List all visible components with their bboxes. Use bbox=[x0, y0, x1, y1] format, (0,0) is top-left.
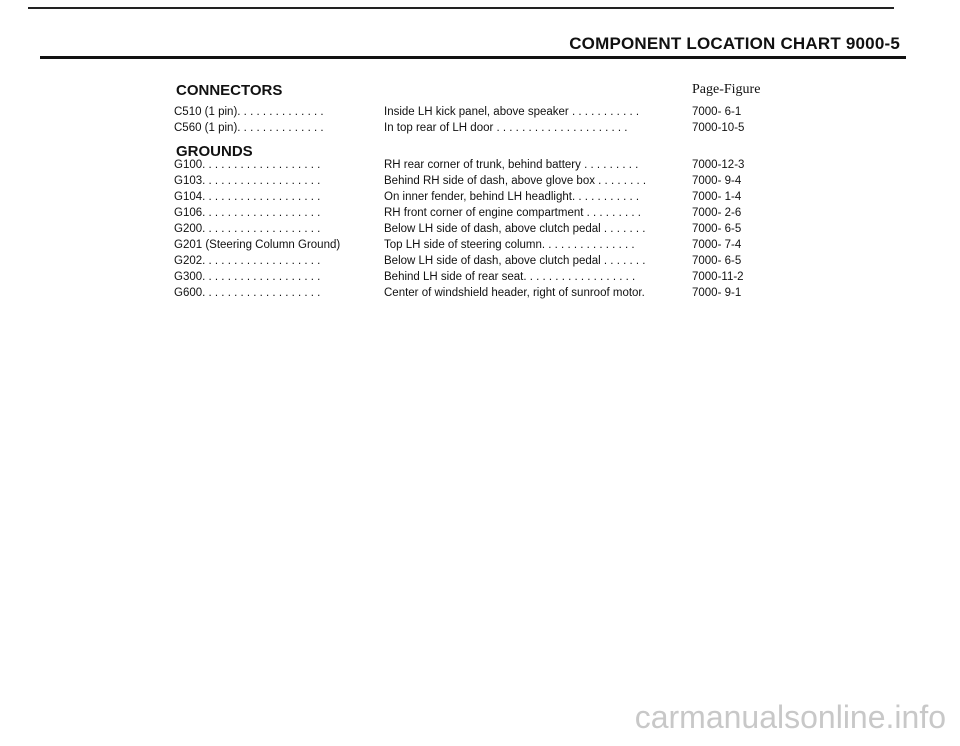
ground-name: G300. . . . . . . . . . . . . . . . . . . bbox=[174, 271, 321, 283]
ground-page: 7000- 9-1 bbox=[692, 287, 742, 299]
ground-location: Center of windshield header, right of sunroof motor. bbox=[384, 287, 645, 299]
ground-location: RH front corner of engine compartment . . . . . . . . . bbox=[384, 207, 641, 219]
connector-location: Inside LH kick panel, above speaker . . . . . . . . . . . bbox=[384, 106, 640, 118]
ground-row bbox=[174, 159, 774, 176]
ground-row bbox=[174, 239, 774, 256]
ground-page: 7000- 1-4 bbox=[692, 191, 742, 203]
ground-location: RH rear corner of trunk, behind battery . . . . . . . . . bbox=[384, 159, 639, 171]
ground-name: G106. . . . . . . . . . . . . . . . . . . bbox=[174, 207, 321, 219]
ground-location: Below LH side of dash, above clutch pedal . . . . . . . bbox=[384, 223, 646, 235]
ground-page: 7000- 7-4 bbox=[692, 239, 742, 251]
connector-page: 7000-10-5 bbox=[692, 122, 745, 134]
ground-page: 7000- 2-6 bbox=[692, 207, 742, 219]
page-title: COMPONENT LOCATION CHART 9000-5 bbox=[569, 34, 900, 53]
connectors-heading: CONNECTORS bbox=[176, 82, 283, 99]
ground-name: G201 (Steering Column Ground) bbox=[174, 239, 341, 251]
ground-row bbox=[174, 255, 774, 272]
top-rule bbox=[28, 7, 894, 9]
ground-page: 7000-12-3 bbox=[692, 159, 745, 171]
ground-row bbox=[174, 175, 774, 192]
connector-row bbox=[174, 106, 774, 123]
connector-name: C560 (1 pin). . . . . . . . . . . . . . bbox=[174, 122, 324, 134]
watermark: carmanualsonline.info bbox=[634, 699, 946, 735]
ground-location: On inner fender, behind LH headlight. . . . . . . . . . . bbox=[384, 191, 640, 203]
ground-name: G600. . . . . . . . . . . . . . . . . . . bbox=[174, 287, 321, 299]
ground-location: Below LH side of dash, above clutch pedal . . . . . . . bbox=[384, 255, 646, 267]
ground-row bbox=[174, 223, 774, 240]
grounds-heading: GROUNDS bbox=[176, 143, 253, 160]
ground-page: 7000- 9-4 bbox=[692, 175, 742, 187]
ground-row bbox=[174, 287, 774, 304]
ground-page: 7000- 6-5 bbox=[692, 223, 742, 235]
ground-location: Behind LH side of rear seat. . . . . . . . . . . . . . . . . . bbox=[384, 271, 636, 283]
ground-name: G200. . . . . . . . . . . . . . . . . . . bbox=[174, 223, 321, 235]
connector-name: C510 (1 pin). . . . . . . . . . . . . . bbox=[174, 106, 324, 118]
ground-name: G100. . . . . . . . . . . . . . . . . . . bbox=[174, 159, 321, 171]
ground-page: 7000-11-2 bbox=[692, 271, 744, 283]
page-figure-heading: Page-Figure bbox=[692, 82, 761, 97]
connector-page: 7000- 6-1 bbox=[692, 106, 742, 118]
header-rule bbox=[40, 56, 906, 59]
ground-name: G104. . . . . . . . . . . . . . . . . . . bbox=[174, 191, 321, 203]
ground-location: Behind RH side of dash, above glove box . . . . . . . . bbox=[384, 175, 647, 187]
ground-row bbox=[174, 191, 774, 208]
ground-row bbox=[174, 271, 774, 288]
ground-name: G103. . . . . . . . . . . . . . . . . . . bbox=[174, 175, 321, 187]
connector-location: In top rear of LH door . . . . . . . . . . . . . . . . . . . . . bbox=[384, 122, 628, 134]
ground-row bbox=[174, 207, 774, 224]
ground-page: 7000- 6-5 bbox=[692, 255, 742, 267]
ground-location: Top LH side of steering column. . . . . . . . . . . . . . . bbox=[384, 239, 635, 251]
ground-name: G202. . . . . . . . . . . . . . . . . . . bbox=[174, 255, 321, 267]
connector-row bbox=[174, 122, 774, 139]
